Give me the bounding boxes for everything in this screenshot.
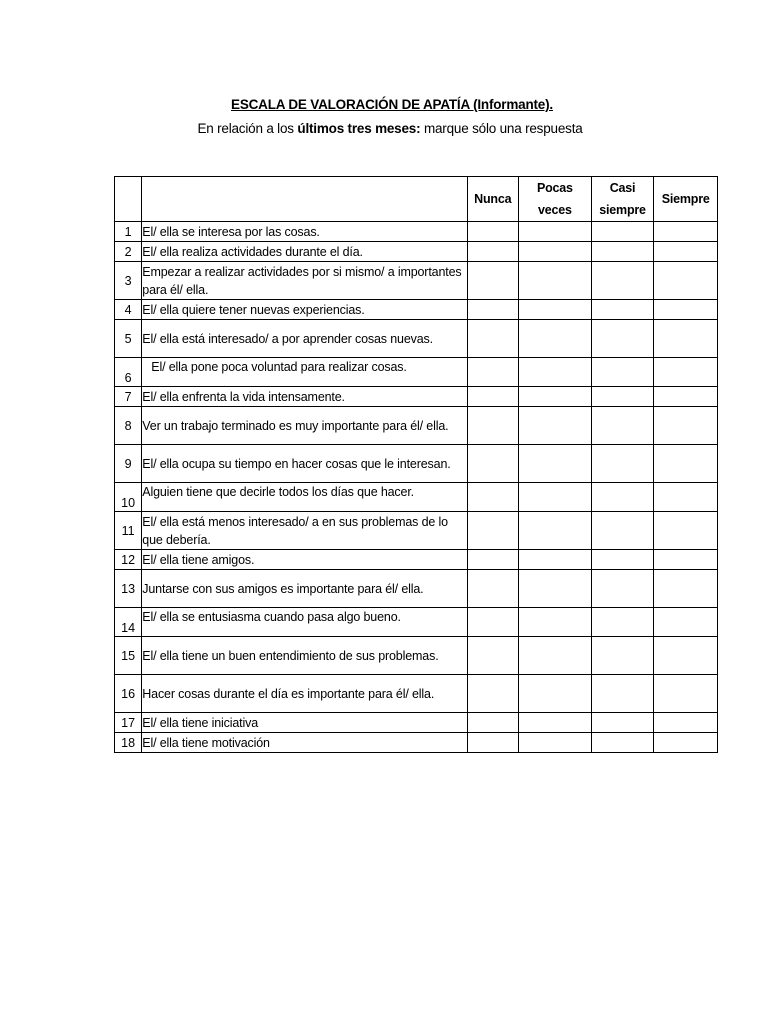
answer-cell-siempre[interactable] — [654, 483, 718, 512]
header-pocas-line1: Pocas — [536, 181, 573, 195]
answer-cell-siempre[interactable] — [654, 222, 718, 242]
answer-cell-pocas-veces[interactable] — [519, 608, 592, 637]
table-row — [115, 637, 718, 675]
item-number: 18 — [115, 733, 142, 753]
answer-cell-nunca[interactable] — [467, 262, 519, 300]
table-row — [115, 570, 718, 608]
answer-cell-casi-siempre[interactable] — [591, 262, 654, 300]
header-nunca: Nunca — [467, 177, 519, 222]
item-text: El/ ella ocupa su tiempo en hacer cosas que le interesan. — [142, 445, 467, 483]
answer-cell-pocas-veces[interactable] — [519, 570, 592, 608]
answer-cell-siempre[interactable] — [654, 675, 718, 713]
answer-cell-pocas-veces[interactable] — [519, 445, 592, 483]
item-text: El/ ella está interesado/ a por aprender cosas nuevas. — [142, 320, 467, 358]
item-number: 2 — [115, 242, 142, 262]
item-text: Ver un trabajo terminado es muy importante para él/ ella. — [142, 407, 467, 445]
table-row — [115, 675, 718, 713]
answer-cell-nunca[interactable] — [467, 242, 519, 262]
page-title: ESCALA DE VALORACIÓN DE APATÍA (Informante). — [231, 97, 553, 112]
answer-cell-nunca[interactable] — [467, 358, 519, 387]
item-number: 6 — [115, 358, 142, 387]
answer-cell-nunca[interactable] — [467, 483, 519, 512]
answer-cell-siempre[interactable] — [654, 570, 718, 608]
answer-cell-nunca[interactable] — [467, 570, 519, 608]
answer-cell-nunca[interactable] — [467, 713, 519, 733]
item-number: 5 — [115, 320, 142, 358]
answer-cell-nunca[interactable] — [467, 407, 519, 445]
answer-cell-casi-siempre[interactable] — [591, 407, 654, 445]
answer-cell-casi-siempre[interactable] — [591, 222, 654, 242]
item-number: 17 — [115, 713, 142, 733]
item-text: El/ ella pone poca voluntad para realizar cosas. — [142, 358, 467, 387]
answer-cell-nunca[interactable] — [467, 320, 519, 358]
answer-cell-pocas-veces[interactable] — [519, 733, 592, 753]
table-row — [115, 407, 718, 445]
answer-cell-casi-siempre[interactable] — [591, 570, 654, 608]
answer-cell-pocas-veces[interactable] — [519, 512, 592, 550]
answer-cell-pocas-veces[interactable] — [519, 387, 592, 407]
answer-cell-casi-siempre[interactable] — [591, 387, 654, 407]
table-row — [115, 222, 718, 242]
answer-cell-pocas-veces[interactable] — [519, 222, 592, 242]
answer-cell-nunca[interactable] — [467, 637, 519, 675]
item-text: El/ ella tiene iniciativa — [142, 713, 467, 733]
answer-cell-siempre[interactable] — [654, 387, 718, 407]
item-number: 4 — [115, 300, 142, 320]
item-text: El/ ella se entusiasma cuando pasa algo bueno. — [142, 608, 467, 637]
item-text: Empezar a realizar actividades por si mismo/ a importantes para él/ ella. — [142, 262, 467, 300]
answer-cell-nunca[interactable] — [467, 512, 519, 550]
header-casi-line1: Casi — [609, 181, 636, 195]
header-number — [115, 177, 142, 222]
answer-cell-casi-siempre[interactable] — [591, 358, 654, 387]
apathy-scale-table — [114, 176, 718, 753]
answer-cell-siempre[interactable] — [654, 300, 718, 320]
answer-cell-pocas-veces[interactable] — [519, 407, 592, 445]
item-text: El/ ella quiere tener nuevas experiencias. — [142, 300, 467, 320]
instructions-after: marque sólo una respuesta — [420, 121, 583, 136]
item-number: 3 — [115, 262, 142, 300]
answer-cell-siempre[interactable] — [654, 262, 718, 300]
answer-cell-casi-siempre[interactable] — [591, 300, 654, 320]
answer-cell-casi-siempre[interactable] — [591, 242, 654, 262]
table-row — [115, 445, 718, 483]
answer-cell-siempre[interactable] — [654, 713, 718, 733]
header-casi-line2: siempre — [599, 203, 646, 217]
answer-cell-siempre[interactable] — [654, 407, 718, 445]
answer-cell-pocas-veces[interactable] — [519, 550, 592, 570]
item-number: 14 — [115, 608, 142, 637]
item-text: El/ ella tiene un buen entendimiento de sus problemas. — [142, 637, 467, 675]
table-row — [115, 300, 718, 320]
item-text: Juntarse con sus amigos es importante para él/ ella. — [142, 570, 467, 608]
answer-cell-pocas-veces[interactable] — [519, 675, 592, 713]
answer-cell-casi-siempre[interactable] — [591, 483, 654, 512]
answer-cell-siempre[interactable] — [654, 320, 718, 358]
table-row — [115, 512, 718, 550]
answer-cell-casi-siempre[interactable] — [591, 637, 654, 675]
answer-cell-siempre[interactable] — [654, 550, 718, 570]
item-text: El/ ella enfrenta la vida intensamente. — [142, 387, 467, 407]
item-number: 13 — [115, 570, 142, 608]
answer-cell-pocas-veces[interactable] — [519, 262, 592, 300]
answer-cell-siempre[interactable] — [654, 242, 718, 262]
item-text: El/ ella se interesa por las cosas. — [142, 222, 467, 242]
item-text: Hacer cosas durante el día es importante para él/ ella. — [142, 675, 467, 713]
answer-cell-nunca[interactable] — [467, 733, 519, 753]
header-pocas-line2: veces — [537, 203, 572, 217]
item-number: 12 — [115, 550, 142, 570]
answer-cell-pocas-veces[interactable] — [519, 242, 592, 262]
answer-cell-siempre[interactable] — [654, 637, 718, 675]
answer-cell-casi-siempre[interactable] — [591, 608, 654, 637]
header-siempre: Siempre — [654, 177, 718, 222]
table-row — [115, 320, 718, 358]
answer-cell-casi-siempre[interactable] — [591, 512, 654, 550]
table-row — [115, 358, 718, 387]
answer-cell-pocas-veces[interactable] — [519, 483, 592, 512]
answer-cell-casi-siempre[interactable] — [591, 733, 654, 753]
answer-cell-casi-siempre[interactable] — [591, 445, 654, 483]
answer-cell-nunca[interactable] — [467, 445, 519, 483]
item-text: El/ ella tiene motivación — [142, 733, 467, 753]
instructions — [0, 121, 768, 136]
item-number: 8 — [115, 407, 142, 445]
item-text: Alguien tiene que decirle todos los días que hacer. — [142, 483, 467, 512]
answer-cell-siempre[interactable] — [654, 445, 718, 483]
answer-cell-pocas-veces[interactable] — [519, 358, 592, 387]
item-text: El/ ella tiene amigos. — [142, 550, 467, 570]
item-text: El/ ella está menos interesado/ a en sus problemas de lo que debería. — [142, 512, 467, 550]
answer-cell-nunca[interactable] — [467, 300, 519, 320]
answer-cell-nunca[interactable] — [467, 608, 519, 637]
item-text: El/ ella realiza actividades durante el día. — [142, 242, 467, 262]
answer-cell-siempre[interactable] — [654, 733, 718, 753]
item-number: 15 — [115, 637, 142, 675]
header-casi-siempre — [591, 177, 654, 222]
answer-cell-pocas-veces[interactable] — [519, 320, 592, 358]
answer-cell-siempre[interactable] — [654, 608, 718, 637]
answer-cell-siempre[interactable] — [654, 512, 718, 550]
answer-cell-pocas-veces[interactable] — [519, 637, 592, 675]
table-row — [115, 242, 718, 262]
answer-cell-nunca[interactable] — [467, 550, 519, 570]
item-number: 7 — [115, 387, 142, 407]
answer-cell-nunca[interactable] — [467, 387, 519, 407]
answer-cell-siempre[interactable] — [654, 358, 718, 387]
item-number: 11 — [115, 512, 142, 550]
table-row — [115, 608, 718, 637]
answer-cell-pocas-veces[interactable] — [519, 713, 592, 733]
header-row — [115, 177, 718, 222]
table-row — [115, 713, 718, 733]
item-number: 9 — [115, 445, 142, 483]
table-row — [115, 387, 718, 407]
item-number: 10 — [115, 483, 142, 512]
answer-cell-nunca[interactable] — [467, 222, 519, 242]
header-pocas-veces — [519, 177, 592, 222]
table-row — [115, 550, 718, 570]
table-row — [115, 733, 718, 753]
instructions-emphasis: últimos tres meses: — [297, 121, 421, 136]
answer-cell-casi-siempre[interactable] — [591, 320, 654, 358]
answer-cell-casi-siempre[interactable] — [591, 550, 654, 570]
table-row — [115, 483, 718, 512]
item-number: 16 — [115, 675, 142, 713]
answer-cell-pocas-veces[interactable] — [519, 300, 592, 320]
answer-cell-casi-siempre[interactable] — [591, 713, 654, 733]
item-number: 1 — [115, 222, 142, 242]
answer-cell-casi-siempre[interactable] — [591, 675, 654, 713]
instructions-before: En relación a los — [197, 121, 298, 136]
answer-cell-nunca[interactable] — [467, 675, 519, 713]
header-item — [142, 177, 467, 222]
table-row — [115, 262, 718, 300]
